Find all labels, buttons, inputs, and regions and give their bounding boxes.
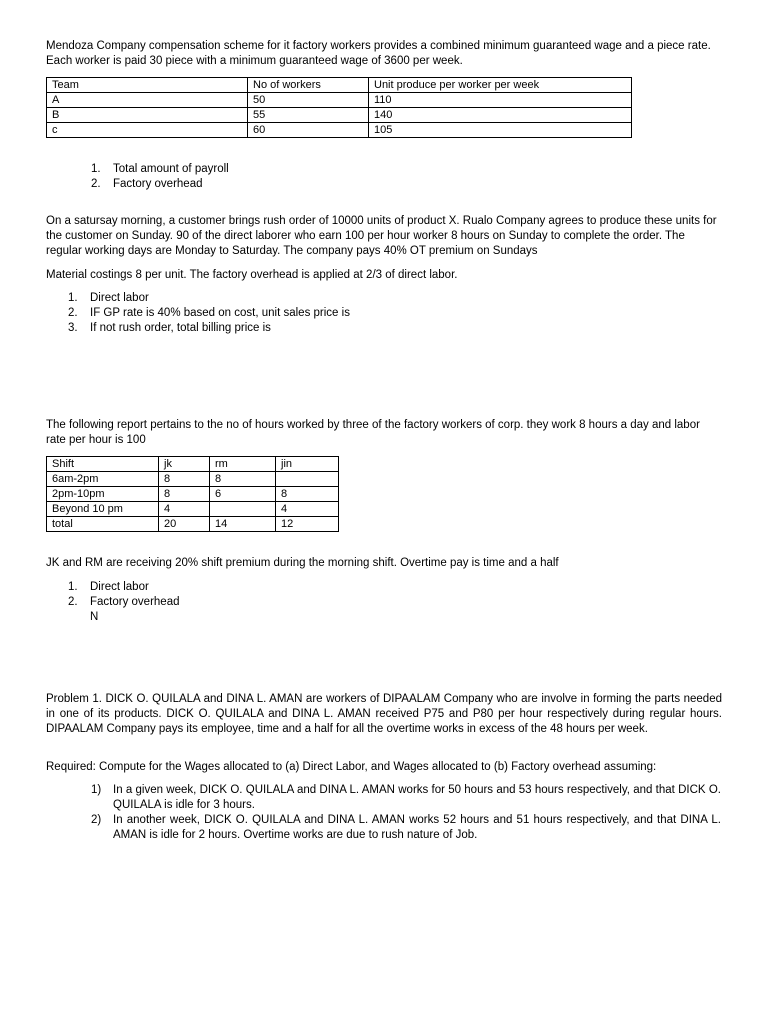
header-cell: jin: [276, 457, 339, 472]
list-continuation: N: [90, 611, 99, 623]
table-cell: 8: [210, 472, 276, 487]
table-cell: total: [47, 517, 159, 532]
table-cell: 8: [276, 487, 339, 502]
table-cell: [210, 502, 276, 517]
table-cell: 4: [159, 502, 210, 517]
list-item: 3. If not rush order, total billing price is: [68, 322, 271, 334]
table-cell: 12: [276, 517, 339, 532]
table-cell: B: [47, 108, 248, 123]
table-row: [47, 93, 632, 108]
numbered-list-3: [68, 580, 668, 625]
table-row: [47, 108, 632, 123]
required-paragraph: Required: Compute for the Wages allocated to (a) Direct Labor, and Wages allocated to (b) Factory overhead assuming:: [46, 761, 657, 773]
table-cell: 50: [248, 93, 369, 108]
table-cell: 60: [248, 123, 369, 138]
report-paragraph: The following report pertains to the no of hours worked by three of the factory workers of corp. they work 8 hours a day and labor rate per hour is 100: [46, 419, 700, 446]
numbered-list-4: [91, 783, 721, 843]
problem-1-paragraph: Problem 1. DICK O. QUILALA and DINA L. AMAN are workers of DIPAALAM Company who are involve in forming the parts needed in one of its products. DICK O. QUILALA and DINA L. AMAN received P75 and P80 per hour respectively during regular hours. DIPAALAM Company pays its employee, time and a half for all the overtime works in excess of the 48 hours per week.: [46, 693, 722, 735]
table-cell: A: [47, 93, 248, 108]
list-item: 2. IF GP rate is 40% based on cost, unit sales price is: [68, 307, 350, 319]
table-row: [47, 123, 632, 138]
table-cell: 55: [248, 108, 369, 123]
table-row: [47, 502, 339, 517]
table-cell: 110: [369, 93, 632, 108]
table-cell: 8: [159, 487, 210, 502]
list-item: 1. Total amount of payroll: [91, 163, 229, 175]
rush-order-paragraph: On a satursay morning, a customer brings rush order of 10000 units of product X. Rualo Company agrees to produce these units for the customer on Sunday. 90 of the direct laborer who earn 100 per hour worker 8 hours on Sunday to complete the order. The regular working days are Monday to Saturday. The company pays 40% OT premium on Sundays: [46, 215, 717, 257]
shift-table: [46, 456, 339, 532]
table-cell: 2pm-10pm: [47, 487, 159, 502]
numbered-list-1: [91, 162, 691, 192]
table-row: [47, 517, 339, 532]
list-item: 2. Factory overhead: [91, 178, 203, 190]
material-paragraph: Material costings 8 per unit. The factory overhead is applied at 2/3 of direct labor.: [46, 269, 458, 281]
header-cell: rm: [210, 457, 276, 472]
table-cell: 4: [276, 502, 339, 517]
header-cell: Team: [47, 78, 248, 93]
header-cell: Unit produce per worker per week: [369, 78, 632, 93]
table-header-row: [47, 457, 339, 472]
team-table: [46, 77, 632, 138]
table-cell: 14: [210, 517, 276, 532]
table-cell: 20: [159, 517, 210, 532]
header-cell: jk: [159, 457, 210, 472]
header-cell: No of workers: [248, 78, 369, 93]
shift-premium-paragraph: JK and RM are receiving 20% shift premium during the morning shift. Overtime pay is time and a half: [46, 557, 559, 569]
table-cell: Beyond 10 pm: [47, 502, 159, 517]
list-item: 2. Factory overhead: [68, 596, 180, 608]
numbered-list-2: [68, 291, 668, 336]
header-cell: Shift: [47, 457, 159, 472]
table-cell: 6am-2pm: [47, 472, 159, 487]
table-cell: c: [47, 123, 248, 138]
list-item: 2) In another week, DICK O. QUILALA and DINA L. AMAN works 52 hours and 51 hours respectively, and that DINA L. AMAN is idle for 2 hours. Overtime works are due to rush nature of Job.: [91, 814, 721, 841]
list-item: 1) In a given week, DICK O. QUILALA and DINA L. AMAN works for 50 hours and 53 hours respectively, and that DICK O. QUILALA is idle for 3 hours.: [91, 784, 721, 811]
intro-paragraph: Mendoza Company compensation scheme for it factory workers provides a combined minimum guaranteed wage and a piece rate. Each worker is paid 30 piece with a minimum guaranteed wage of 3600 per week.: [46, 40, 711, 67]
table-cell: 6: [210, 487, 276, 502]
table-cell: 140: [369, 108, 632, 123]
table-cell: 105: [369, 123, 632, 138]
table-cell: 8: [159, 472, 210, 487]
list-item: 1. Direct labor: [68, 292, 149, 304]
table-cell: [276, 472, 339, 487]
table-row: [47, 472, 339, 487]
table-row: [47, 487, 339, 502]
table-header-row: [47, 78, 632, 93]
list-item: 1. Direct labor: [68, 581, 149, 593]
